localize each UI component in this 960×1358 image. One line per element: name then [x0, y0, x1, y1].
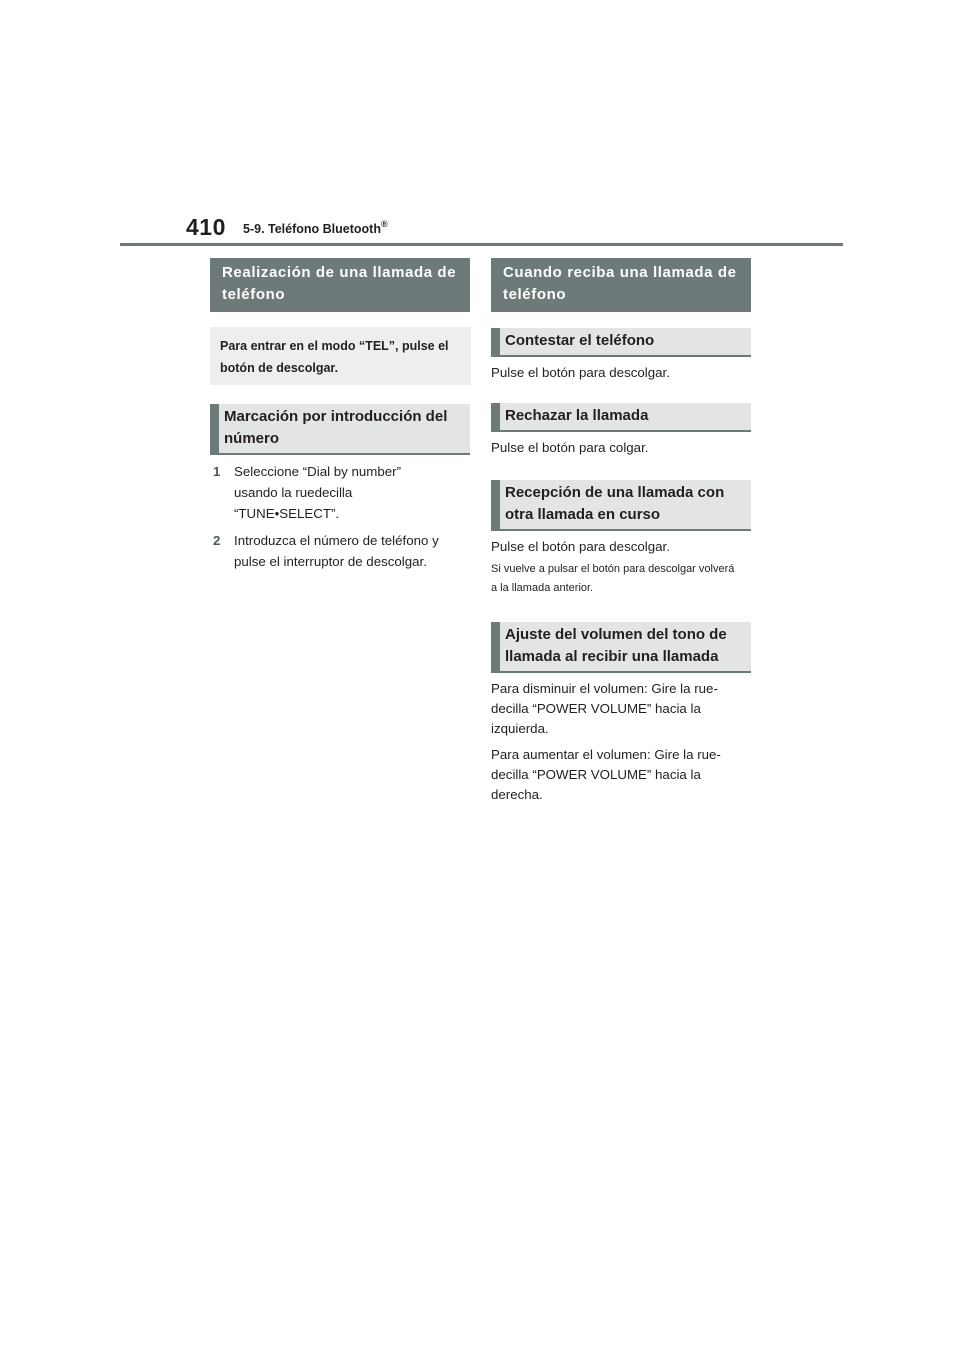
volume-decrease-text: Para disminuir el volumen: Gire la rue-decilla “POWER VOLUME” hacia la izquierda. [491, 681, 718, 736]
step-text: Introduzca el número de teléfono y pulse el interruptor de descolgar. [234, 533, 439, 569]
subheading-call-waiting: Recepción de una llamada con otra llamada en curso [491, 480, 751, 531]
step-number: 2 [213, 533, 221, 548]
section-title [243, 220, 388, 236]
left-column [210, 258, 470, 572]
subheading-reject: Rechazar la llamada [491, 403, 751, 432]
heading-receive-call: Cuando reciba una llamada de teléfono [491, 258, 751, 312]
registered-mark: ® [380, 219, 388, 229]
heading-make-call: Realización de una llamada de teléfono [210, 258, 470, 312]
step-2 [213, 530, 470, 572]
call-waiting-note: Si vuelve a pulsar el botón para descolgar volverá a la llamada anterior. [491, 563, 735, 594]
reject-text: Pulse el botón para colgar. [491, 440, 649, 455]
step-number: 1 [213, 464, 221, 479]
subheading-dial-by-number: Marcación por introducción del número [210, 404, 470, 455]
header-rule [120, 243, 843, 246]
section-title-text: 5-9. Teléfono Bluetooth [243, 222, 381, 237]
page-number: 410 [186, 214, 226, 240]
right-column [491, 258, 751, 805]
volume-increase-text: Para aumentar el volumen: Gire la rue-decilla “POWER VOLUME” hacia la derecha. [491, 747, 721, 802]
subheading-ringtone-volume: Ajuste del volumen del tono de llamada al recibir una llamada [491, 622, 751, 673]
answer-text: Pulse el botón para descolgar. [491, 365, 670, 380]
intro-box: Para entrar en el modo “TEL”, pulse el botón de descolgar. [210, 327, 471, 385]
subheading-answer: Contestar el teléfono [491, 328, 751, 357]
step-text: Seleccione “Dial by number” usando la ruedecilla “TUNE•SELECT”. [234, 464, 402, 521]
call-waiting-text: Pulse el botón para descolgar. [491, 539, 670, 554]
step-1 [213, 461, 470, 524]
